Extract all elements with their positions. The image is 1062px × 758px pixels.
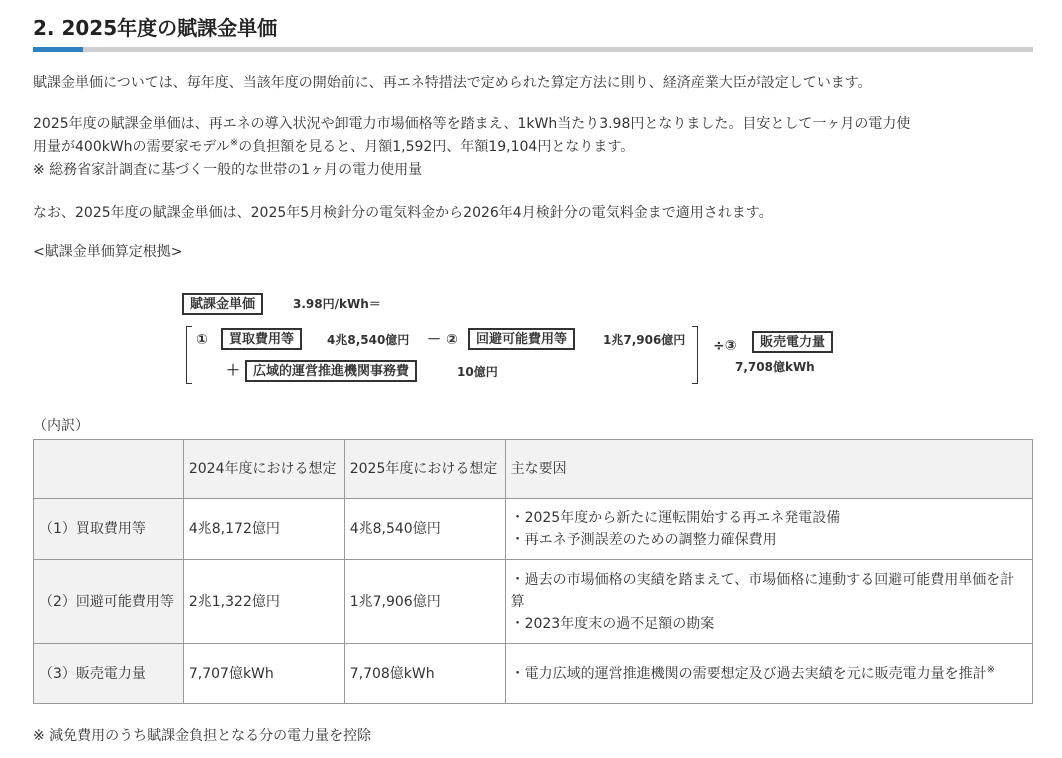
row-2025-value: 1兆7,906億円: [344, 560, 505, 644]
household-note: ※ 総務省家計調査に基づく一般的な世帯の1ヶ月の電力使用量: [33, 162, 423, 178]
header-2025: 2025年度における想定: [344, 440, 505, 499]
row-factors: [505, 644, 1032, 704]
row-2024-value: 4兆8,172億円: [183, 499, 344, 560]
table-row: [34, 644, 1033, 704]
row-label: （1）買取費用等: [34, 499, 184, 560]
note-mark: ※: [229, 137, 239, 149]
table-header-row: [34, 440, 1033, 499]
avoided-cost-value: 1兆7,906億円: [603, 333, 686, 347]
sales-volume-box: 販売電力量: [752, 331, 833, 353]
minus-sign: －: [427, 332, 441, 348]
row-label: （3）販売電力量: [34, 644, 184, 704]
table-row: [34, 560, 1033, 644]
row-factors: [505, 560, 1032, 644]
right-bracket: [692, 326, 698, 384]
occto-cost-value: 10億円: [457, 365, 498, 379]
left-bracket: [186, 326, 192, 384]
plus-sign: ＋: [226, 363, 240, 379]
title-underline: [33, 47, 1033, 52]
header-2024: 2024年度における想定: [183, 440, 344, 499]
table-footnote: ※ 減免費用のうち賦課金負担となる分の電力量を控除: [33, 728, 372, 744]
circle-two: ②: [446, 332, 458, 348]
title-underline-accent: [33, 47, 83, 52]
row-2025-value: 4兆8,540億円: [344, 499, 505, 560]
avoided-cost-box: 回避可能費用等: [468, 328, 575, 350]
row-label: （2）回避可能費用等: [34, 560, 184, 644]
factor-item: ・2025年度から新たに運転開始する再エネ発電設備: [510, 510, 841, 526]
purchase-cost-value: 4兆8,540億円: [327, 333, 410, 347]
divide-circle-three: ÷③: [713, 338, 737, 354]
unit-price-box: 賦課金単価: [182, 293, 263, 315]
unit-price-value: 3.98円/kWh＝: [293, 297, 381, 311]
breakdown-table: [33, 439, 1033, 704]
factor-item: ・過去の市場価格の実績を踏まえて、市場価格に連動する回避可能費用単価を計算: [510, 571, 1015, 610]
sales-volume-value: 7,708億kWh: [735, 360, 815, 374]
application-period-paragraph: なお、2025年度の賦課金単価は、2025年5月検針分の電気料金から2026年4月検針分の電気料金まで適用されます。: [33, 205, 773, 221]
row-2025-value: 7,708億kWh: [344, 644, 505, 704]
row-2024-value: 2兆1,322億円: [183, 560, 344, 644]
row-2024-value: 7,707億kWh: [183, 644, 344, 704]
factor-item: ・電力広域的運営推進機関の需要想定及び過去実績を元に販売電力量を推計: [510, 665, 987, 682]
factor-note-mark: ※: [986, 663, 995, 675]
header-empty: [34, 440, 184, 499]
circle-one: ①: [196, 332, 208, 348]
header-factors: 主な要因: [505, 440, 1032, 499]
table-row: [34, 499, 1033, 560]
unit-price-line1: 2025年度の賦課金単価は、再エネの導入状況や卸電力市場価格等を踏まえ、1kWh当たり3.98円となりました。目安として一ヶ月の電力使: [33, 116, 911, 132]
intro-paragraph: 賦課金単価については、毎年度、当該年度の開始前に、再エネ特措法で定められた算定方法に則り、経済産業大臣が設定しています。: [33, 75, 872, 91]
unit-price-paragraph: [33, 113, 1043, 182]
unit-price-line2b: の負担額を見ると、月額1,592円、年額19,104円となります。: [238, 139, 635, 155]
factor-item: ・再エネ予測誤差のための調整力確保費用: [510, 532, 777, 548]
row-factors: [505, 499, 1032, 560]
occto-cost-box: 広域的運営推進機関事務費: [245, 360, 417, 382]
breakdown-caption: （内訳）: [33, 418, 89, 434]
section-title: 2. 2025年度の賦課金単価: [33, 16, 278, 40]
factor-item: ・2023年度末の過不足額の勘案: [510, 615, 715, 632]
unit-price-line2a: 用量が400kWhの需要家モデル: [33, 139, 230, 155]
purchase-cost-box: 買取費用等: [221, 328, 302, 350]
basis-label: <賦課金単価算定根拠>: [33, 244, 183, 260]
